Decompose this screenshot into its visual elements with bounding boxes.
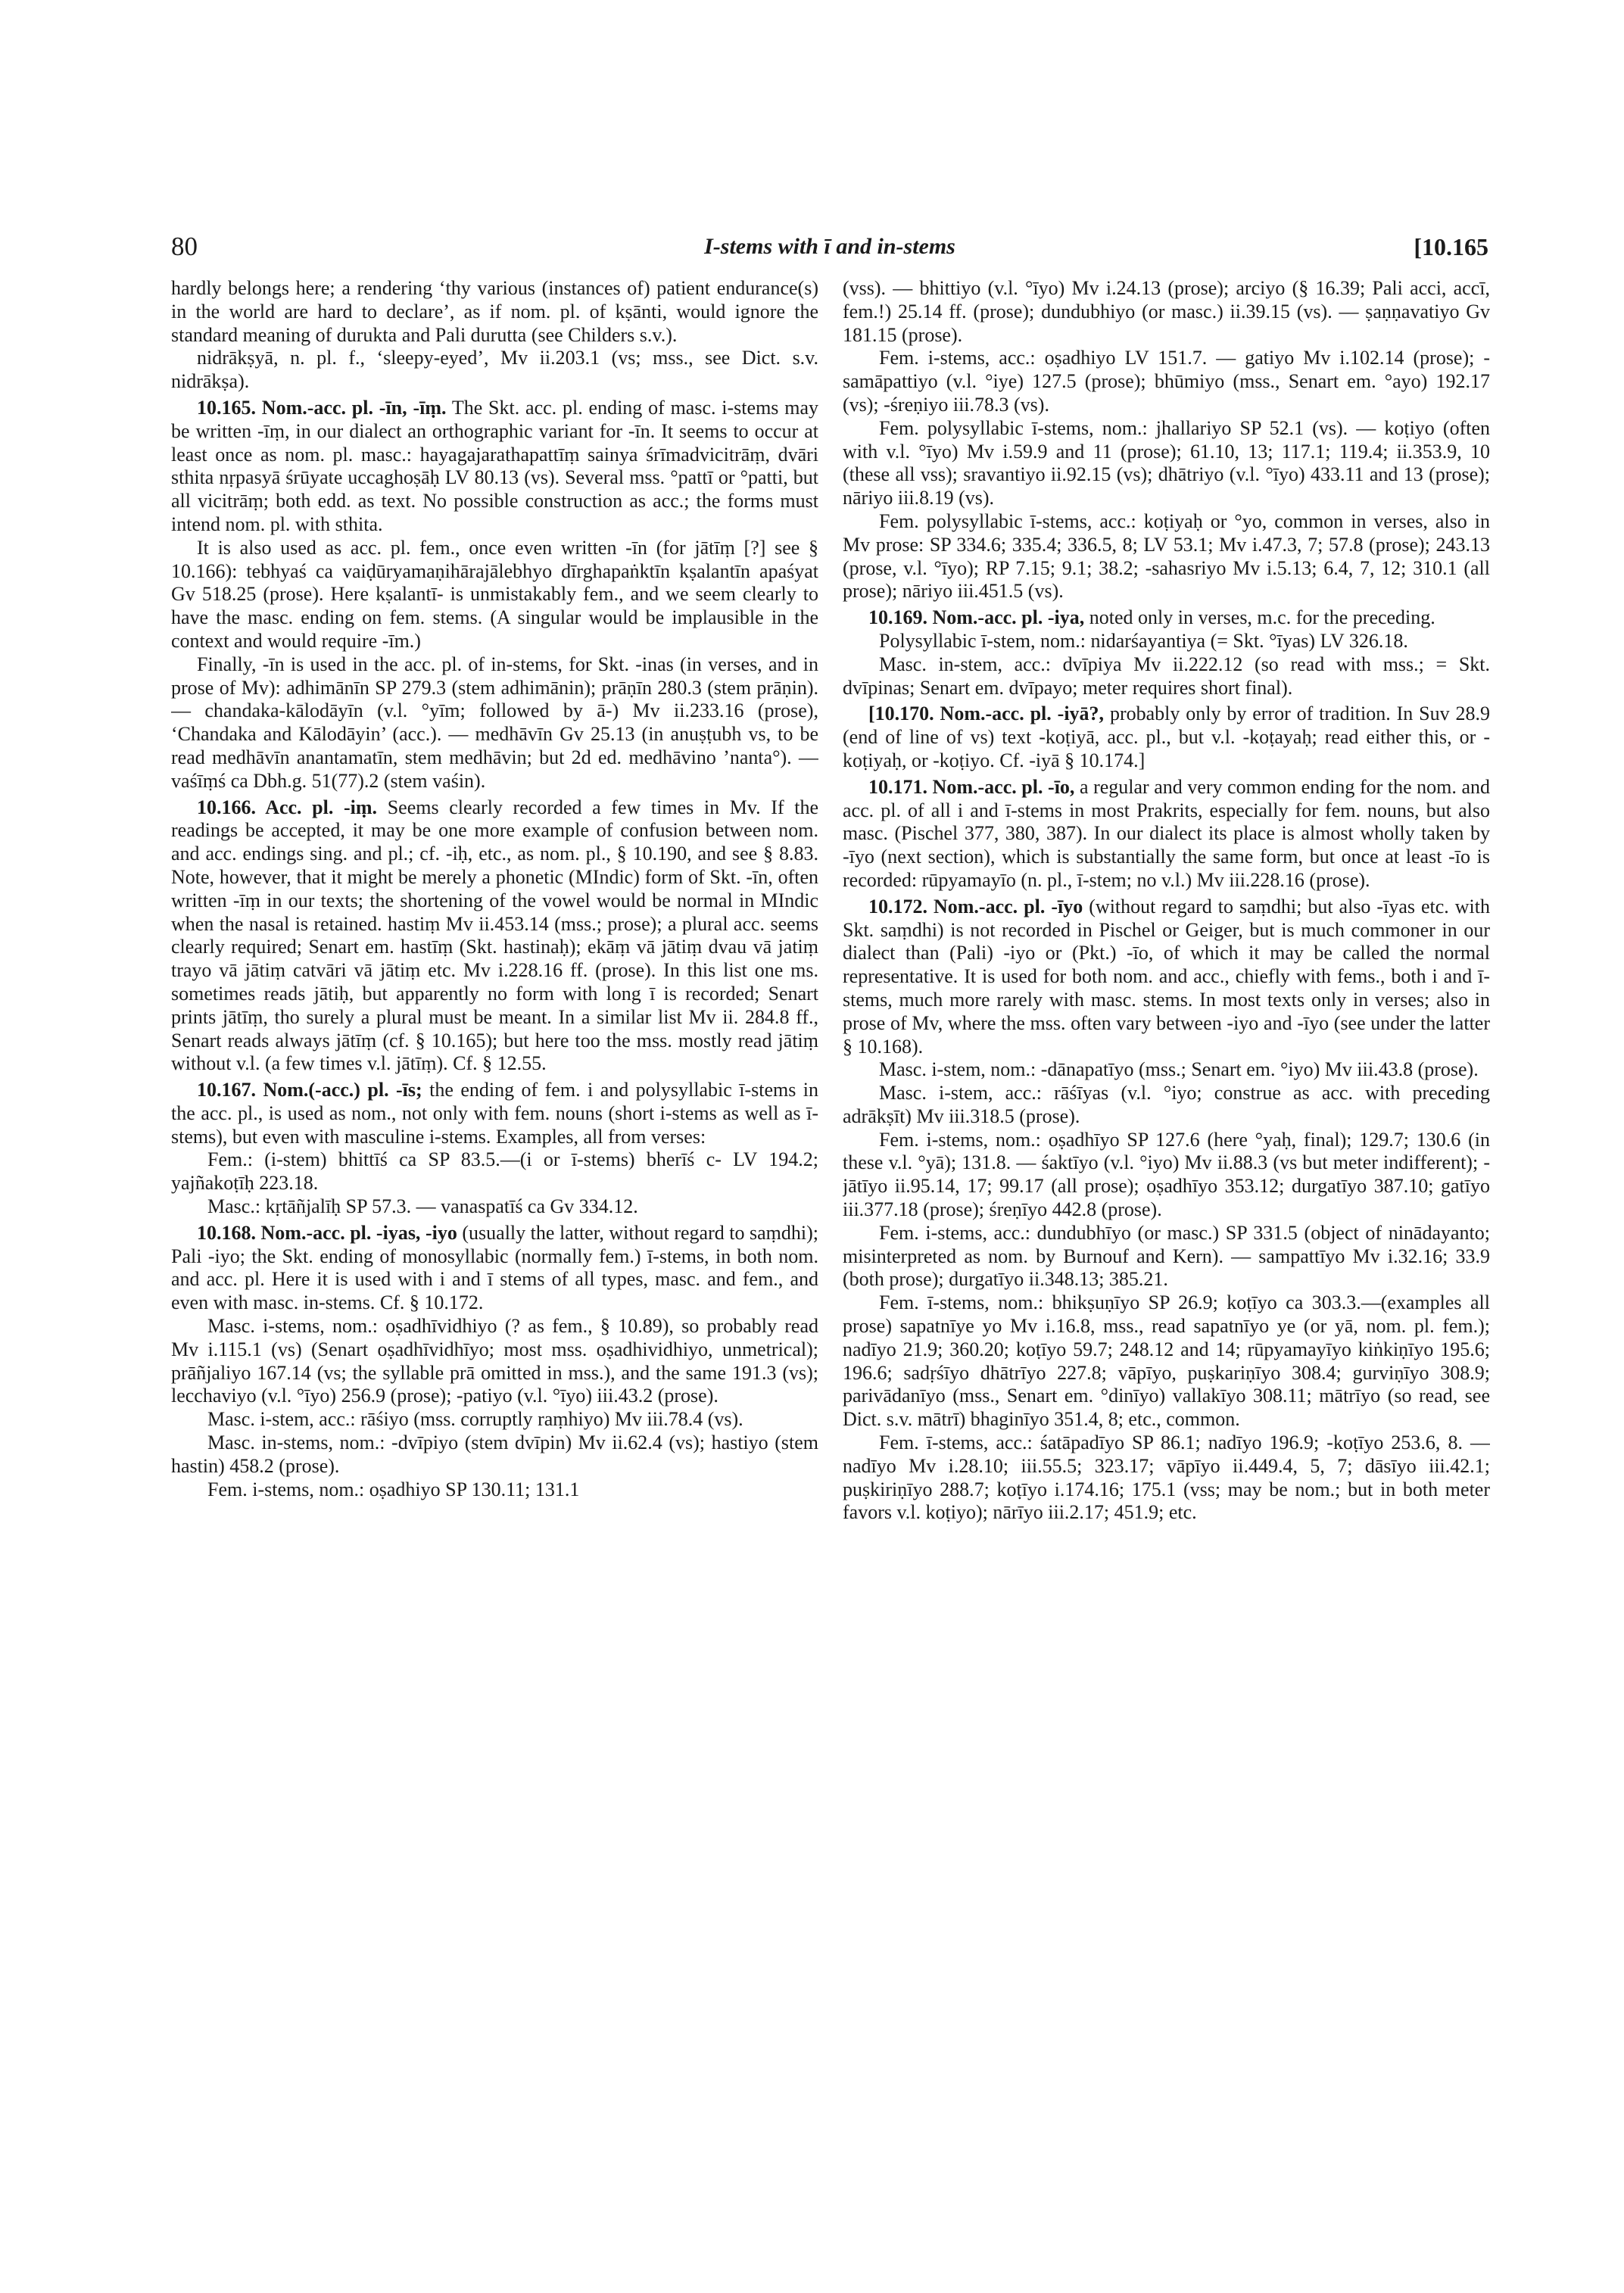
example-paragraph: Fem.: (i-stem) bhittīś ca SP 83.5.—(i or ī-stems) bherīś c- LV 194.2; yajñakoṭīḥ 223.18.	[171, 1148, 818, 1195]
section-heading: [10.170. Nom.-acc. pl. -iyā?,	[868, 703, 1105, 725]
section-marker: [10.165	[1414, 233, 1488, 260]
section-text: The Skt. acc. pl. ending of masc. i-stems may be written -īṃ, in our dialect an orthographic variant for -īn. It seems to occur at least once as nom. pl. masc.: hayagajarathapattīṃ sainya śrīmadvicitrāṃ, dvāri sthita nṛpasyā śrūyate uccaghoṣāḥ LV 80.13 (vs). Several mss. °pattī or °patti, but all vicitrāṃ; both edd. as text. No possible construction as acc.; the forms must intend nom. pl. with sthita.	[171, 396, 818, 535]
example-paragraph: Fem. i-stems, acc.: dundubhīyo (or masc.) SP 331.5 (object of ninādayanto; misinterpreted as nom. by Burnouf and Kern). — sampattīyo Mv i.32.16; 33.9 (both prose); durgatīyo ii.348.13; 385.21.	[843, 1221, 1490, 1291]
section-text: probably only by error of tradition. In Suv 28.9 (end of line of vs) text -koṭiyā, acc. pl., but v.l. -koṭayaḥ; read either this, or -koṭiyaḥ, or -koṭiyo. Cf. -iyā § 10.174.]	[843, 703, 1490, 771]
example-paragraph: Fem. ī-stems, acc.: śatāpadīyo SP 86.1; nadīyo 196.9; -koṭīyo 253.6, 8. — nadīyo Mv i.28.10; iii.55.5; 323.17; vāpīyo ii.449.4, 5, 7; dāsīyo iii.42.1; puṣkiriṇīyo 288.7; koṭīyo i.174.16; 175.1 (vss; may be nom.; but in both meter favors v.l. koṭiyo); nārīyo iii.2.17; 451.9; etc.	[843, 1432, 1490, 1524]
paragraph: nidrākṣyā, n. pl. f., ‘sleepy-eyed’, Mv ii.203.1 (vs; mss., see Dict. s.v. nidrākṣa).	[171, 347, 818, 393]
right-column	[843, 277, 1490, 2109]
example-paragraph: Fem. polysyllabic ī-stems, acc.: koṭiyaḥ or °yo, common in verses, also in Mv prose: SP 334.6; 335.4; 336.5, 8; LV 53.1; Mv i.47.3, 7; 57.8 (prose); 243.13 (prose, v.l. °īyo); RP 7.15; 9.1; 38.2; -sahasriyo Mv i.5.13; 6.4, 7, 12; 310.1 (all prose); nāriyo iii.451.5 (vs).	[843, 509, 1490, 603]
section-paragraph	[843, 776, 1490, 893]
example-paragraph: Fem. i-stems, acc.: oṣadhiyo LV 151.7. — gatiyo Mv i.102.14 (prose); -samāpattiyo (v.l. °iye) 127.5 (prose); bhūmiyo (mss., Senart em. °ayo) 192.17 (vs); -śreṇiyo iii.78.3 (vs).	[843, 347, 1490, 416]
example-paragraph: Fem. i-stems, nom.: oṣadhiyo SP 130.11; 131.1	[207, 1478, 580, 1500]
left-column	[171, 277, 818, 2109]
paragraph: Finally, -īn is used in the acc. pl. of in-stems, for Skt. -inas (in verses, and in prose of Mv): adhimānīn SP 279.3 (stem adhimānin); prāṇīn 280.3 (stem prāṇin). — chandaka-kālodāyīn (v.l. °yīm; followed by ā-) Mv ii.233.16 (prose), ‘Chandaka and Kālodāyin’ (acc.). — medhāvīn Gv 25.13 (in anuṣṭubh vs, to be read medhāvīn anantamatīn, stem medhāvin; but 2d ed. medhāvino ’nanta°). — vaśīṃś ca Dbh.g. 51(77).2 (stem vaśin).	[171, 653, 818, 792]
paragraph: hardly belongs here; a rendering ‘thy various (instances of) patient endurance(s) in the world are hard to declare’, as if nom. pl. of kṣānti, would ignore the standard meaning of durukta and Pali durutta (see Childers s.v.).	[171, 277, 818, 346]
section-paragraph	[843, 606, 1490, 630]
section-paragraph	[171, 1222, 818, 1315]
example-paragraph: Masc.: kṛtāñjalīḥ SP 57.3. — vanaspatīś ca Gv 334.12.	[207, 1195, 638, 1218]
page-number: 80	[171, 232, 198, 261]
example-paragraph: Masc. i-stem, acc.: rāśīyas (v.l. °iyo; construe as acc. with preceding adrākṣīt) Mv iii.318.5 (prose).	[843, 1082, 1490, 1127]
example-paragraph: Fem. polysyllabic ī-stems, nom.: jhallariyo SP 52.1 (vs). — koṭiyo (often with v.l. °īyo) Mv i.59.9 and 11 (prose); 61.10, 13; 117.1; 119.4; ii.353.9, 10 (these all vss); sravantiyo ii.92.15 (vs); dhātriyo (v.l. °īyo) 433.11 and 13 (prose); nāriyo iii.8.19 (vs).	[843, 416, 1490, 509]
section-text: (usually the latter, without regard to saṃdhi); Pali -iyo; the Skt. ending of monosyllabic (normally fem.) ī-stems, in both nom. and acc. pl. Here it is used with i and ī stems of all types, masc. and fem., and even with masc. in-stems. Cf. § 10.172.	[171, 1221, 818, 1314]
section-paragraph	[843, 896, 1490, 1059]
section-text: the ending of fem. i and polysyllabic ī-stems in the acc. pl., is used as nom., not only with fem. nouns (short i-stems as well as ī-stems), but even with masculine i-stems. Examples, all from verses:	[171, 1079, 818, 1148]
section-paragraph	[171, 796, 818, 1076]
paragraph: It is also used as acc. pl. fem., once even written -īn (for jātīṃ [?] see § 10.166): tebhyaś ca vaiḍūryamaṇihārajālebhyo dīrghapaṅktīn kṣalantīn apaśyat Gv 518.25 (prose). Here kṣalantī- is unmistakably fem., and we seem clearly to have the masc. ending on fem. stems. (A singular would be implausible in the context and would require -īm.)	[171, 536, 818, 652]
example-paragraph: Masc. in-stems, nom.: -dvīpiyo (stem dvīpin) Mv ii.62.4 (vs); hastiyo (stem hastin) 458.2 (prose).	[171, 1432, 818, 1477]
example-paragraph: Masc. i-stem, acc.: rāśiyo (mss. corruptly raṃhiyo) Mv iii.78.4 (vs).	[207, 1408, 743, 1431]
section-heading: 10.167. Nom.(-acc.) pl. -īs;	[197, 1079, 422, 1101]
example-paragraph: Masc. i-stem, nom.: -dānapatīyo (mss.; Senart em. °iyo) Mv iii.43.8 (prose).	[879, 1058, 1479, 1081]
section-paragraph	[171, 1079, 818, 1148]
section-text: noted only in verses, m.c. for the preceding.	[1089, 606, 1435, 629]
example-paragraph: Polysyllabic ī-stem, nom.: nidarśayantiya (= Skt. °īyas) LV 326.18.	[879, 629, 1408, 652]
running-title: I-stems with ī and in-stems	[704, 234, 955, 259]
section-heading: 10.166. Acc. pl. -iṃ.	[197, 796, 378, 818]
example-paragraph: Masc. in-stem, acc.: dvīpiya Mv ii.222.12 (so read with mss.; = Skt. dvīpinas; Senart em. dvīpayo; meter requires short final).	[843, 653, 1490, 699]
section-heading: 10.168. Nom.-acc. pl. -iyas, -iyo	[197, 1221, 457, 1244]
section-text: (without regard to saṃdhi; but also -īyas etc. with Skt. saṃdhi) is not recorded in Pischel or Geiger, but is much commoner in our dialect than (Pali) -iyo or (Pkt.) -īo, of which it may be called the normal representative. It is used for both nom. and acc., chiefly with fems., both i and ī-stems, much more rarely with masc. stems. In most texts only in verses; also in prose of Mv, where the mss. often vary between -iyo and -īyo (see under the latter § 10.168).	[843, 895, 1490, 1058]
section-heading: 10.172. Nom.-acc. pl. -īyo	[868, 895, 1083, 918]
section-paragraph	[843, 703, 1490, 772]
section-text: Seems clearly recorded a few times in Mv. If the readings be accepted, it may be one more example of confusion between nom. and acc. endings sing. and pl.; cf. -iḥ, etc., as nom. pl., § 10.190, and see § 8.83. Note, however, that it might be merely a phonetic (MIndic) form of Skt. -īn, often written -īṃ in our texts; the shortening of the vowel would be normal in MIndic when the nasal is retained. hastiṃ Mv ii.453.14 (mss.; prose); a plural acc. seems clearly required; Senart em. hastīṃ (Skt. hastinaḥ); ekāṃ vā jātiṃ dvau vā jatiṃ trayo vā jātiṃ catvāri vā jātiṃ etc. Mv i.228.16 ff. (prose). In this list one ms. sometimes reads jātiḥ, but apparently no form with long ī is recorded; Senart prints jātīṃ, tho surely a plural must be meant. In a similar list Mv ii. 284.8 ff., Senart reads always jātīṃ (cf. § 10.165); but here too the mss. mostly read jātiṃ without v.l. (a few times v.l. jātīṃ). Cf. § 12.55.	[171, 796, 818, 1075]
example-paragraph: Masc. i-stems, nom.: oṣadhīvidhiyo (? as fem., § 10.89), so probably read Mv i.115.1 (vs) (Senart oṣadhīvidhīyo; most mss. oṣadhividhiyo, unmetrical); prāñjaliyo 167.14 (vs; the syllable prā omitted in mss.), and the same 191.3 (vs); lecchaviyo (v.l. °īyo) 256.9 (prose); -patiyo (v.l. °īyo) iii.43.2 (prose).	[171, 1315, 818, 1407]
example-paragraph: Fem. i-stems, nom.: oṣadhīyo SP 127.6 (here °yaḥ, final); 129.7; 130.6 (in these v.l. °yā); 131.8. — śaktīyo (v.l. °iyo) Mv ii.88.3 (vs but meter indifferent); -jātīyo ii.95.14, 17; 99.17 (all prose); oṣadhīyo 353.12; durgatīyo 387.10; gatīyo iii.377.18 (prose); śreṇīyo 442.8 (prose).	[843, 1128, 1490, 1221]
section-heading: 10.169. Nom.-acc. pl. -iya,	[868, 606, 1085, 629]
example-paragraph: Fem. ī-stems, nom.: bhikṣuṇīyo SP 26.9; koṭīyo ca 303.3.—(examples all prose) sapatnīye yo Mv i.16.8, mss., read sapatnīyo ye (or yā, nom. pl. fem.); nadīyo 21.9; 360.20; koṭīyo 59.7; 248.12 and 14; rūpyamayīyo kiṅkiṇīyo 195.6; 196.6; sadṛśīyo dhātrīyo 227.8; vāpīyo, puṣkariṇīyo 308.4; gurviṇīyo 308.9; parivādanīyo (mss., Senart em. °dinīyo) vallakīyo 308.11; mātrīyo (so read, see Dict. s.v. mātrī) bhaginīyo 351.4, 8; etc., common.	[843, 1291, 1490, 1431]
section-heading: 10.165. Nom.-acc. pl. -īn, -īṃ.	[197, 396, 447, 419]
paragraph: (vss). — bhittiyo (v.l. °īyo) Mv i.24.13 (prose); arciyo (§ 16.39; Pali acci, accī, fem.!) 25.14 ff. (prose); dundubhiyo (or masc.) ii.39.15 (vs). — ṣaṇṇavatiyo Gv 181.15 (prose).	[843, 277, 1490, 346]
section-paragraph	[171, 397, 818, 537]
section-heading: 10.171. Nom.-acc. pl. -īo,	[868, 775, 1075, 798]
running-head	[171, 229, 1488, 264]
section-text: a regular and very common ending for the nom. and acc. pl. of all i and ī-stems in most Prakrits, especially for fem. nouns, but also masc. (Pischel 377, 380, 387). In our dialect its place is almost wholly taken by -īyo (next section), which is substantially the same form, but once at least -īo is recorded: rūpyamayīo (n. pl., ī-stem; no v.l.) Mv iii.228.16 (prose).	[843, 775, 1490, 891]
